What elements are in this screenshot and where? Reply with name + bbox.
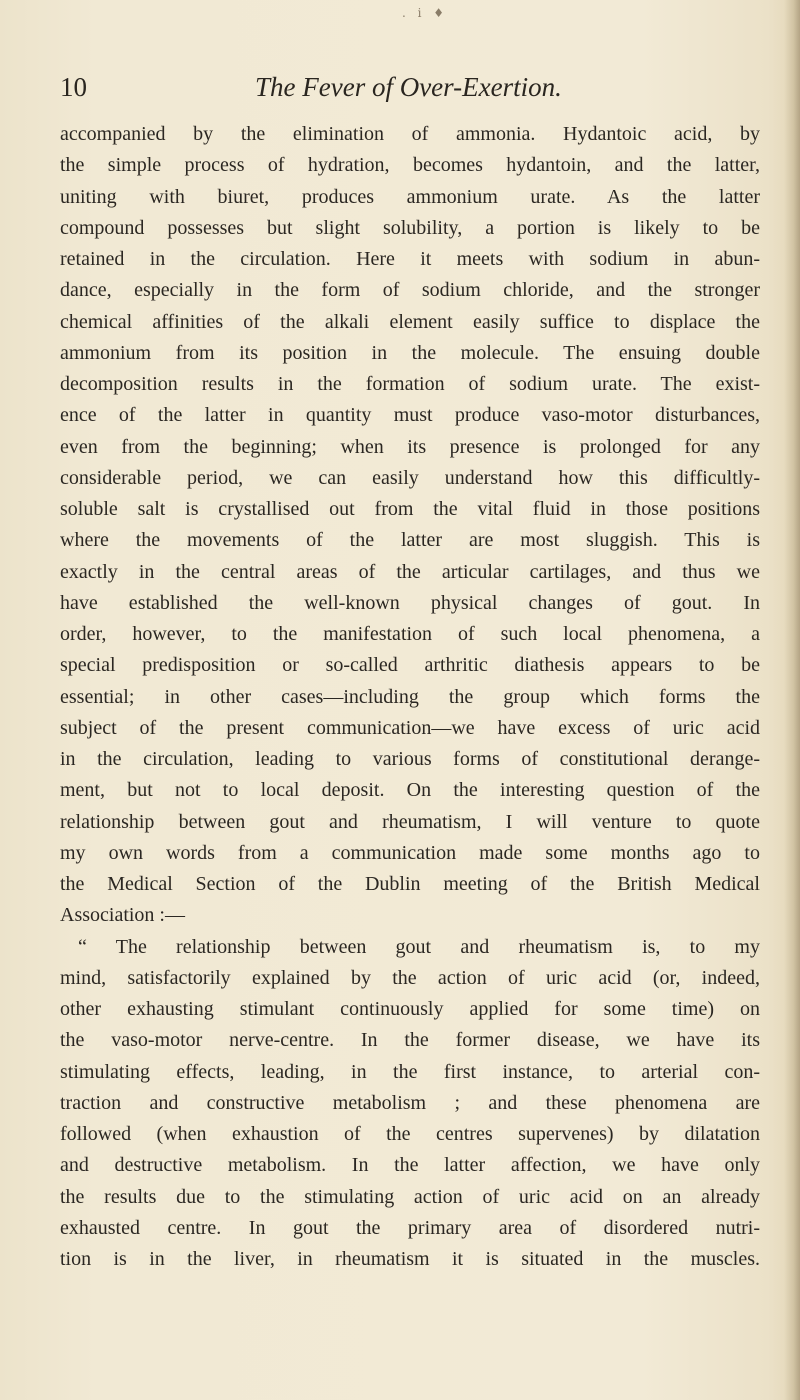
quote-line: followed (when exhaustion of the centres supervenes) by dilatation [60,1123,760,1145]
text-line: the simple process of hydration, becomes hydantoin, and the latter, [60,154,760,177]
running-title: The Fever of Over-Exertion. [255,72,562,102]
page-number: 10 [60,72,87,102]
body-text [60,119,760,1275]
text-line: order, however, to the manifestation of such local phenomena, a [60,623,760,645]
text-line: retained in the circulation. Here it meets with sodium in abun- [60,248,760,270]
quote-line: stimulating effects, leading, in the first instance, to arterial con- [60,1060,760,1083]
text-line: relationship between gout and rheumatism, I will venture to quote [60,810,760,833]
quote-line: tion is in the liver, in rheumatism it is situated in the muscles. [60,1248,760,1270]
text-line: soluble salt is crystallised out from the vital fluid in those positions [60,498,760,520]
text-line: essential; in other cases—including the group which forms the [60,685,760,708]
text-line: the Medical Section of the Dublin meeting of the British Medical [60,873,760,895]
text-line: considerable period, we can easily understand how this difficultly- [60,466,760,489]
quote-line: traction and constructive metabolism ; and these phenomena are [60,1091,760,1114]
quote-line: and destructive metabolism. In the latter affection, we have only [60,1154,760,1177]
quote-line: exhausted centre. In gout the primary area of disordered nutri- [60,1216,760,1239]
text-line: dance, especially in the form of sodium chloride, and the stronger [60,279,760,302]
text-line: have established the well-known physical changes of gout. In [60,591,760,614]
text-line: ence of the latter in quantity must produce vaso-motor disturbances, [60,404,760,427]
text-line: my own words from a communication made some months ago to [60,841,760,864]
text-line: Association :— [60,904,185,927]
text-line: exactly in the central areas of the articular cartilages, and thus we [60,560,760,583]
text-line: even from the beginning; when its presence is prolonged for any [60,435,760,458]
text-line: compound possesses but slight solubility, a portion is likely to be [60,216,760,239]
text-line: ammonium from its position in the molecule. The ensuing double [60,341,760,364]
text-line: where the movements of the latter are most sluggish. This is [60,529,760,552]
running-head [60,72,780,112]
quote-line: other exhausting stimulant continuously applied for some time) on [60,998,760,1020]
quote-line: the vaso-motor nerve-centre. In the former disease, we have its [60,1029,760,1052]
text-line: special predisposition or so-called arthritic diathesis appears to be [60,654,760,677]
text-line: decomposition results in the formation of sodium urate. The exist- [60,373,760,395]
text-line: chemical affinities of the alkali element easily suffice to displace the [60,310,760,333]
text-line: subject of the present communication—we have excess of uric acid [60,716,760,739]
page-gutter-shadow [784,0,800,1400]
print-mark: . i ♦ [402,6,449,20]
text-line: ment, but not to local deposit. On the interesting question of the [60,779,760,802]
quote-line: the results due to the stimulating action of uric acid on an already [60,1185,760,1208]
quote-line: “ The relationship between gout and rheumatism is, to my [78,935,760,958]
quote-line: mind, satisfactorily explained by the action of uric acid (or, indeed, [60,966,760,989]
text-line: uniting with biuret, produces ammonium urate. As the latter [60,185,760,208]
text-line: in the circulation, leading to various forms of constitutional derange- [60,748,760,770]
text-line: accompanied by the elimination of ammonia. Hydantoic acid, by [60,123,760,145]
